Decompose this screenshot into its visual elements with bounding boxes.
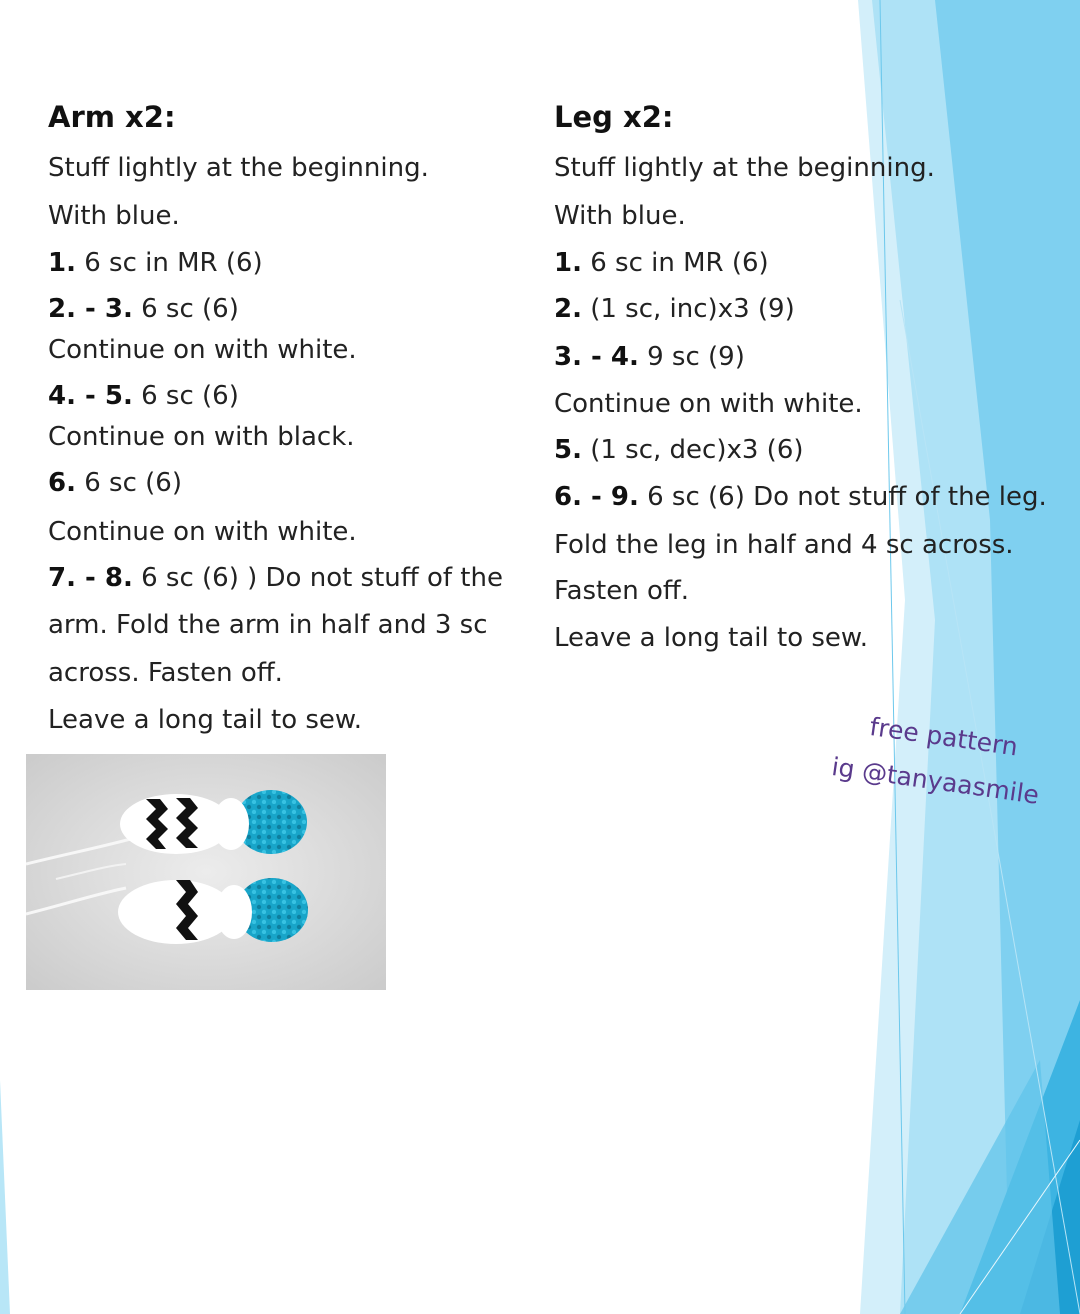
arm-line: 1. 6 sc in MR (6) (48, 248, 263, 278)
leg-line: 6. - 9. 6 sc (6) Do not stuff of the leg. (554, 482, 1047, 512)
arm-line: across. Fasten off. (48, 658, 283, 688)
leg-line: Stuff lightly at the beginning. (554, 153, 935, 183)
arm-line: Continue on with white. (48, 517, 357, 547)
leg-line: With blue. (554, 201, 686, 231)
leg-line: 3. - 4. 9 sc (9) (554, 342, 745, 372)
arm-line: With blue. (48, 201, 180, 231)
arm-line: Leave a long tail to sew. (48, 705, 363, 735)
arm-line: 4. - 5. 6 sc (6) (48, 381, 239, 411)
watermark-line-1: free pattern (867, 712, 1020, 762)
leg-heading: Leg x2: (554, 100, 674, 134)
leg-line: 2. (1 sc, inc)x3 (9) (554, 294, 795, 324)
arm-line: Continue on with white. (48, 335, 357, 365)
arm-line: Continue on with black. (48, 422, 355, 452)
bottom-arm (118, 878, 308, 944)
arm-line: arm. Fold the arm in half and 3 sc (48, 610, 488, 640)
leg-line: Fold the leg in half and 4 sc across. (554, 530, 1014, 560)
leg-line: Continue on with white. (554, 389, 863, 419)
arm-line: 7. - 8. 6 sc (6) ) Do not stuff of the (48, 563, 503, 593)
leg-line: 5. (1 sc, dec)x3 (6) (554, 435, 804, 465)
watermark-line-2: ig @tanyaasmile (829, 752, 1041, 810)
arm-line: Stuff lightly at the beginning. (48, 153, 429, 183)
arm-heading: Arm x2: (48, 100, 176, 134)
crochet-arms-photo (26, 754, 386, 990)
watermark (830, 712, 1070, 822)
leg-line: 1. 6 sc in MR (6) (554, 248, 769, 278)
leg-line: Leave a long tail to sew. (554, 623, 869, 653)
arm-line: 6. 6 sc (6) (48, 468, 182, 498)
arm-line: 2. - 3. 6 sc (6) (48, 294, 239, 324)
leg-line: Fasten off. (554, 576, 690, 606)
